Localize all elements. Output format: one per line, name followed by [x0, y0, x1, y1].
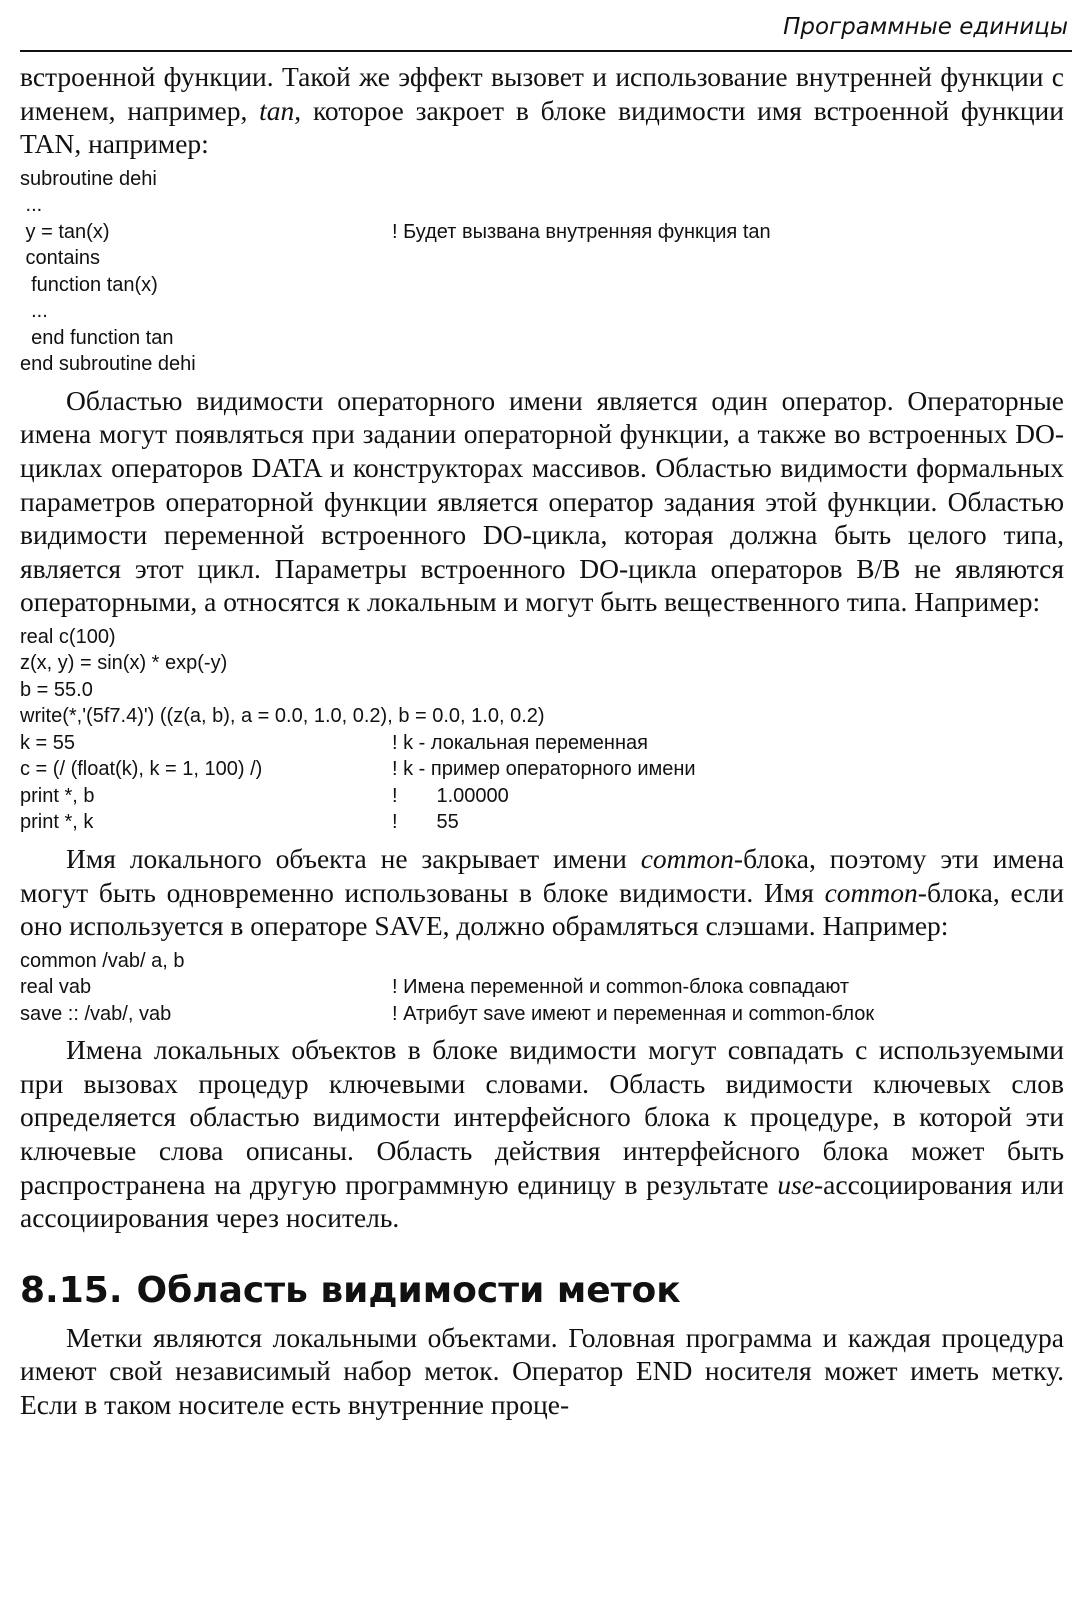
code-line: k = 55 ! k - локальная переменная: [20, 730, 1064, 757]
code-line: subroutine dehi: [20, 167, 157, 190]
code-line: print *, k ! 55: [20, 809, 1064, 836]
italic-common: common: [824, 876, 918, 908]
code-line: end function tan: [20, 326, 174, 349]
paragraph-1-text-b: , которое закроет в блоке видимости имя встроенной функции TAN, например:: [20, 94, 1064, 160]
running-header: Программные единицы: [783, 14, 1068, 40]
code-line: print *, b ! 1.00000: [20, 783, 1064, 810]
section-heading: [20, 1269, 1064, 1313]
paragraph-1-text-a: встроенной функции. Такой же эффект вызовет и использование внутренней функции с именем, например,: [20, 61, 1064, 126]
paragraph-4: Имена локальных объектов в блоке видимости могут совпадать с используемыми при вызовах процедур ключевыми словами. Область видимости ключевых слов определяется областью видимости интерфейсного блока к процедуре, в которой эти ключевые слова описаны. Область действия интерфейсного блока может быть распространена на другую программную единицу в результате use-ассоциирования или ассоциирования через носитель.: [20, 1034, 1064, 1234]
code-listing-2: [20, 624, 1064, 836]
italic-common: common: [640, 842, 734, 874]
page-body: [20, 60, 1064, 1422]
code-line: write(*,'(5f7.4)') ((z(a, b), a = 0.0, 1.0, 0.2), b = 0.0, 1.0, 0.2): [20, 705, 545, 728]
italic-use: use: [777, 1168, 815, 1200]
header-rule: [20, 50, 1072, 52]
code-comment: ! Будет вызвана внутренняя функция tan: [392, 220, 771, 243]
code-line: ...: [20, 300, 48, 323]
code-comment: ! Атрибут save имеют и переменная и common-блок: [392, 1002, 875, 1025]
code-line: real vab ! Имена переменной и common-блока совпадают: [20, 974, 1064, 1001]
code-line: end subroutine dehi: [20, 353, 196, 376]
code-line: y = tan(x) ! Будет вызвана внутренняя функция tan: [20, 219, 1064, 246]
paragraph-2: Областью видимости операторного имени является один оператор. Операторные имена могут появляться при задании операторной функции, а также во встроенных DO-циклах операторов DATA и конструкторах массивов. Областью видимости формальных параметров операторной функции является оператор задания этой функции. Областью видимости переменной встроенного DO-цикла, которая должна быть целого типа, является этот цикл. Параметры встроенного DO-цикла операторов В/В не являются операторными, а относятся к локальным и могут быть вещественного типа. Например:: [20, 384, 1064, 618]
code-line: ...: [20, 194, 43, 217]
code-comment: ! k - локальная переменная: [392, 731, 648, 754]
code-listing-3: [20, 948, 1064, 1028]
code-comment: ! k - пример операторного имени: [392, 758, 696, 781]
section-number: 8.15.: [20, 1269, 123, 1311]
paragraph-1-italic-tan: tan: [259, 94, 295, 126]
code-comment: ! 55: [392, 811, 459, 834]
code-comment: ! 1.00000: [392, 784, 509, 807]
code-comment: ! Имена переменной и common-блока совпадают: [392, 976, 850, 999]
code-line: function tan(x): [20, 273, 158, 296]
code-line: real c(100): [20, 625, 116, 648]
section-title: Область видимости меток: [136, 1269, 681, 1311]
code-line: common /vab/ a, b: [20, 949, 185, 972]
code-line: b = 55.0: [20, 678, 93, 701]
paragraph-3: Имя локального объекта не закрывает имени common-блока, поэтому эти имена могут быть одновременно использованы в блоке видимости. Имя common-блока, если оно используется в операторе SAVE, должно обрамляться слэшами. Например:: [20, 842, 1065, 942]
code-line: save :: /vab/, vab ! Атрибут save имеют и переменная и common-блок: [20, 1001, 1064, 1028]
code-line: contains: [20, 247, 101, 270]
paragraph-1: [20, 60, 1064, 161]
code-listing-1: [20, 166, 1064, 378]
paragraph-5: Метки являются локальными объектами. Головная программа и каждая процедура имеют свой независимый набор меток. Оператор END носителя может иметь метку. Если в таком носителе есть внутренние проце-: [20, 1321, 1064, 1420]
code-line: z(x, y) = sin(x) * exp(-y): [20, 652, 228, 675]
code-line: c = (/ (float(k), k = 1, 100) /) ! k - пример операторного имени: [20, 756, 1064, 783]
